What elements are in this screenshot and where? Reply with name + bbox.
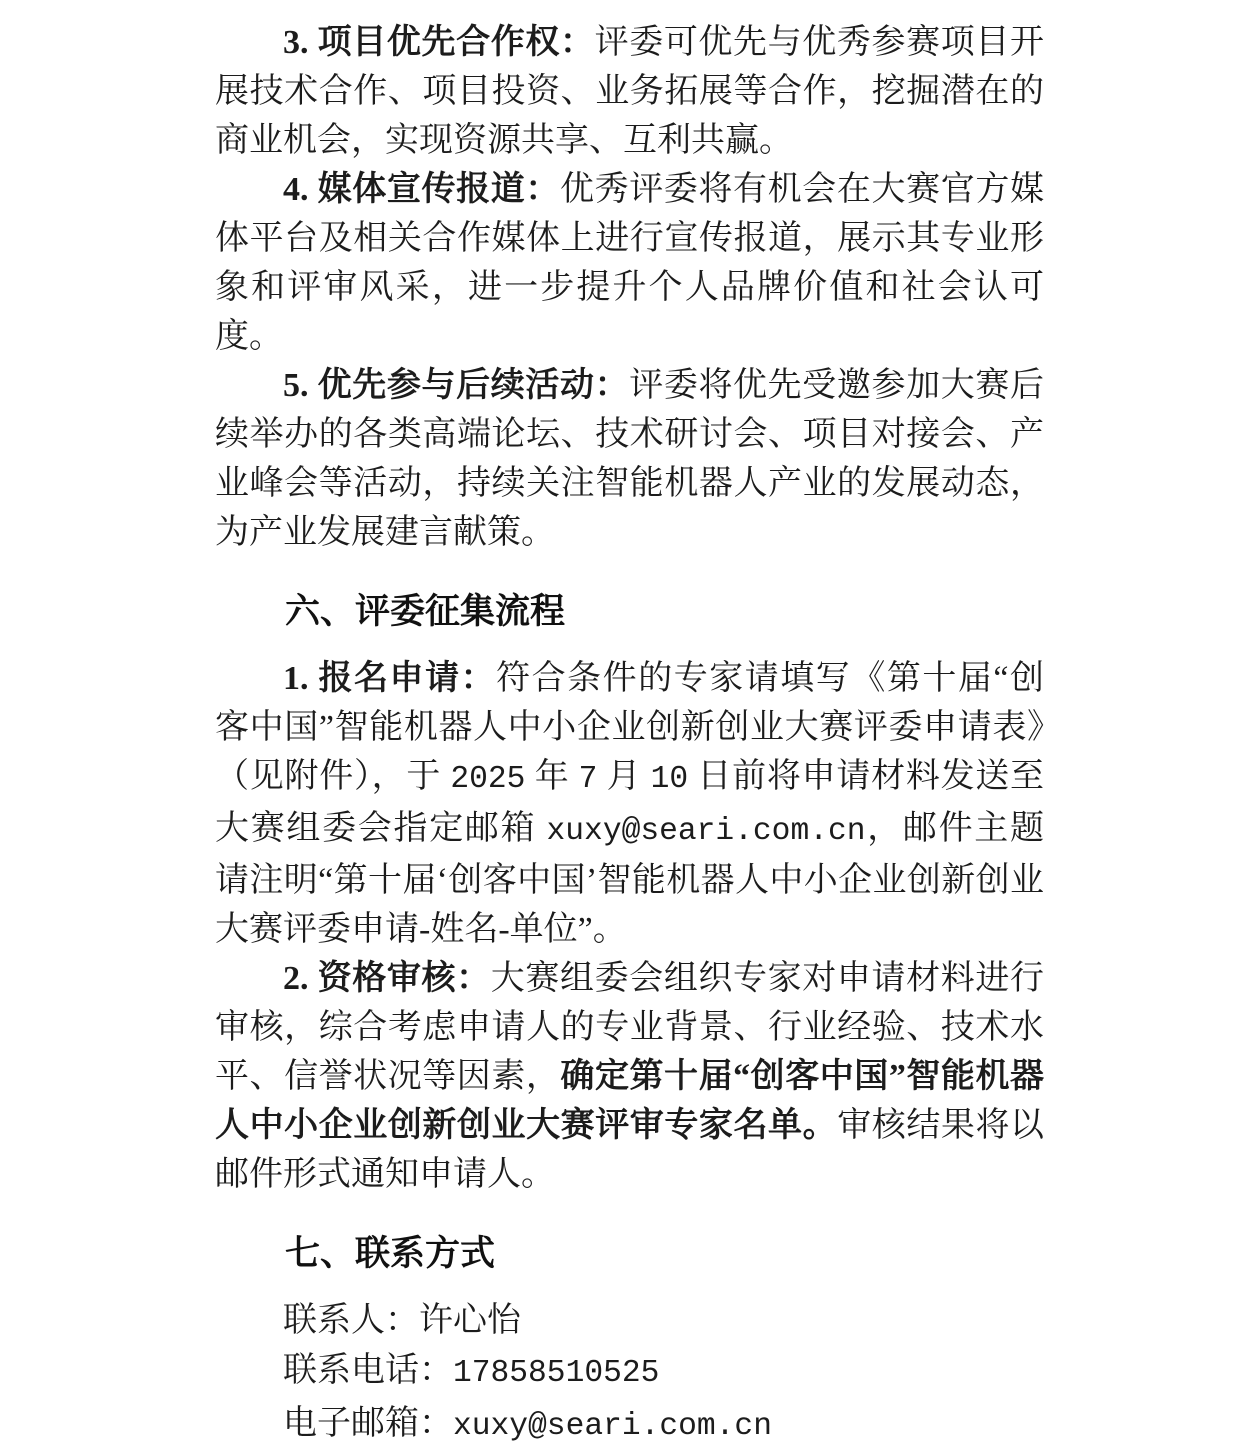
benefit-item-5-label: 5. 优先参与后续活动： — [283, 367, 630, 404]
application-step-2 — [215, 954, 1044, 1199]
application-step-1-text — [215, 660, 1044, 948]
benefit-item-4-label: 4. 媒体宣传报道： — [283, 171, 560, 208]
text-run: 确定第十届“创客中国”智能机器人中小企业创新创业大赛评审专家名单。 — [215, 1058, 1045, 1144]
text-run: 2025 — [450, 762, 526, 797]
section-6-heading: 六、评委征集流程 — [285, 592, 566, 631]
contact-email-label: 电子邮箱： — [283, 1405, 453, 1442]
text-run: 审核结果将以邮件形式通知申请人。 — [215, 1107, 1045, 1193]
section-7-heading: 七、联系方式 — [285, 1234, 496, 1273]
benefit-item-3-label: 3. 项目优先合作权： — [283, 24, 595, 61]
contact-phone-line — [215, 1346, 1044, 1399]
text-run: 符合条件的专家请填写《第十届“创客中国”智能机器人中小企业创新创业大赛评委申请表》（见附件），于 — [215, 660, 1045, 795]
application-step-1 — [215, 654, 1044, 954]
text-run: 月 — [597, 758, 651, 795]
text-run: xuxy@seari.com.cn — [546, 814, 866, 849]
benefit-item-4 — [215, 165, 1044, 361]
contact-email-line — [215, 1399, 1044, 1452]
text-run: 7 — [578, 762, 598, 797]
benefit-item-3-text: 评委可优先与优秀参赛项目开展技术合作、项目投资、业务拓展等合作，挖掘潜在的商业机会，实现资源共享、互利共赢。 — [215, 24, 1045, 159]
contact-phone-label: 联系电话： — [283, 1352, 453, 1389]
contact-person-label: 联系人： — [283, 1302, 419, 1339]
text-run: 大赛组委会组织专家对申请材料进行审核，综合考虑申请人的专业背景、行业经验、技术水平、信誉状况等因素， — [215, 960, 1045, 1095]
text-run: 年 — [525, 758, 579, 795]
contact-person-line — [215, 1296, 1044, 1346]
benefit-item-5-text: 评委将优先受邀参加大赛后续举办的各类高端论坛、技术研讨会、项目对接会、产业峰会等活动，持续关注智能机器人产业的发展动态，为产业发展建言献策。 — [215, 367, 1045, 551]
contact-phone-value: 17858510525 — [453, 1356, 660, 1391]
application-step-1-label: 1. 报名申请： — [283, 660, 497, 697]
contact-person-value: 许心怡 — [419, 1302, 521, 1339]
benefit-item-3 — [215, 18, 1044, 165]
benefit-item-4-text: 优秀评委将有机会在大赛官方媒体平台及相关合作媒体上进行宣传报道，展示其专业形象和评审风采，进一步提升个人品牌价值和社会认可度。 — [215, 171, 1044, 355]
text-run: 日前将申请材料发送至大赛组委会指定邮箱 — [215, 758, 1045, 847]
benefit-item-5 — [215, 361, 1044, 557]
text-run: 10 — [650, 762, 689, 797]
contact-email-value: xuxy@seari.com.cn — [453, 1409, 772, 1444]
application-step-2-label: 2. 资格审核： — [283, 960, 491, 997]
text-run: ，邮件主题请注明“第十届‘创客中国’智能机器人中小企业创新创业大赛评委申请-姓名-单位”。 — [215, 810, 1045, 948]
